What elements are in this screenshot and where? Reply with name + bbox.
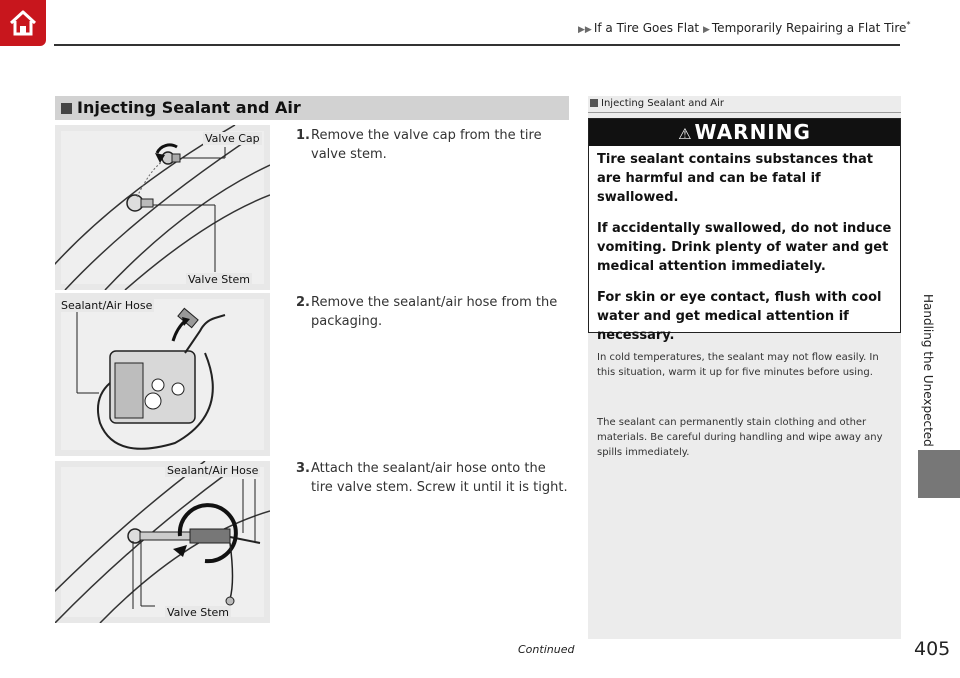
home-button[interactable] bbox=[0, 0, 46, 46]
warning-label: WARNING bbox=[694, 120, 811, 144]
label-sealant-air-hose: Sealant/Air Hose bbox=[167, 464, 259, 477]
breadcrumb bbox=[578, 20, 910, 35]
valve-cap-illustration bbox=[55, 125, 270, 290]
label-valve-stem: Valve Stem bbox=[188, 273, 251, 286]
reference-icon bbox=[590, 99, 598, 107]
step-number: 3. bbox=[296, 461, 310, 476]
warning-triangle-icon: ⚠ bbox=[678, 125, 693, 143]
label-sealant-air-hose: Sealant/Air Hose bbox=[61, 299, 153, 312]
step-number: 1. bbox=[296, 128, 310, 143]
step-2 bbox=[296, 293, 568, 331]
step-text: Attach the sealant/air hose onto the tire valve stem. Screw it until it is tight. bbox=[311, 461, 568, 495]
breadcrumb-arrow-icon: ▶ bbox=[702, 25, 710, 35]
figure-attach-hose bbox=[55, 461, 270, 623]
chapter-tab[interactable] bbox=[918, 450, 960, 498]
home-icon bbox=[6, 6, 40, 40]
section-header bbox=[55, 96, 569, 120]
header-divider bbox=[54, 44, 900, 46]
warning-text: If accidentally swallowed, do not induce vomiting. Drink plenty of water and get medical attention immediately. bbox=[597, 221, 892, 274]
sealant-kit-illustration bbox=[55, 293, 270, 456]
step-3 bbox=[296, 459, 568, 497]
warning-text: For skin or eye contact, flush with cool water and get medical attention if necessary. bbox=[597, 290, 882, 343]
sidebar-heading: Injecting Sealant and Air bbox=[588, 96, 901, 113]
figure-sealant-hose bbox=[55, 293, 270, 456]
warning-box bbox=[588, 118, 901, 343]
label-valve-cap: Valve Cap bbox=[205, 132, 260, 145]
section-title: Injecting Sealant and Air bbox=[77, 98, 301, 117]
note-stain-warning: The sealant can permanently stain clothing and other materials. Be careful during handling and wipe away any spills immediately. bbox=[597, 417, 883, 458]
warning-text: Tire sealant contains substances that are harmful and can be fatal if swallowed. bbox=[597, 152, 874, 205]
continued-label: Continued bbox=[518, 643, 575, 656]
attach-hose-illustration bbox=[55, 461, 270, 623]
note-cold-temperature: In cold temperatures, the sealant may not flow easily. In this situation, warm it up for five minutes before using. bbox=[597, 352, 879, 378]
step-1 bbox=[296, 126, 568, 164]
breadcrumb-asterisk: * bbox=[906, 20, 911, 29]
label-valve-stem: Valve Stem bbox=[167, 606, 230, 619]
section-square-icon bbox=[61, 103, 72, 114]
chapter-tab-label: Handling the Unexpected bbox=[921, 294, 935, 447]
warning-banner bbox=[589, 119, 900, 146]
breadcrumb-link-flat-tire[interactable]: If a Tire Goes Flat bbox=[593, 21, 700, 35]
step-text: Remove the valve cap from the tire valve stem. bbox=[311, 128, 542, 162]
page-number: 405 bbox=[914, 638, 951, 660]
step-number: 2. bbox=[296, 295, 310, 310]
step-text: Remove the sealant/air hose from the packaging. bbox=[311, 295, 558, 329]
sidebar-notes bbox=[588, 96, 901, 639]
breadcrumb-arrow-icon: ▶▶ bbox=[578, 25, 592, 35]
figure-valve-cap bbox=[55, 125, 270, 290]
breadcrumb-current: Temporarily Repairing a Flat Tire bbox=[711, 21, 907, 35]
